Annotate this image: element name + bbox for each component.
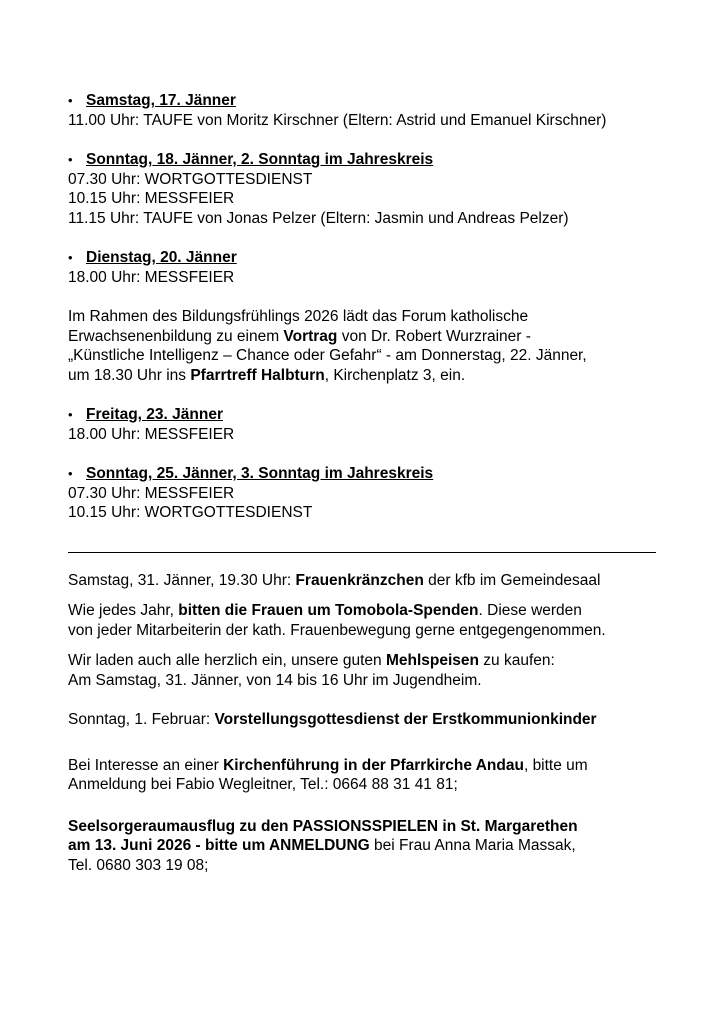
bullet-icon: • (68, 407, 73, 422)
schedule-line: 07.30 Uhr: MESSFEIER (68, 484, 235, 502)
bullet-icon: • (68, 152, 73, 167)
schedule-line: 11.15 Uhr: TAUFE von Jonas Pelzer (Eltern: Jasmin und Andreas Pelzer) (68, 209, 569, 227)
schedule-line: 10.15 Uhr: MESSFEIER (68, 190, 235, 207)
schedule-line: 10.15 Uhr: WORTGOTTESDIENST (68, 504, 313, 521)
schedule-item (68, 248, 668, 287)
kirchenfuehrung-announcement: Bei Interesse an einer Kirchenführung in der Pfarrkirche Andau, bitte um Anmeldung bei Fabio Wegleitner, Tel.: 0664 88 31 41 81; (68, 756, 588, 793)
schedule-item (68, 405, 668, 444)
schedule-line: 11.00 Uhr: TAUFE von Moritz Kirschner (Eltern: Astrid und Emanuel Kirschner) (68, 111, 607, 129)
forum-announcement (68, 307, 668, 385)
forum-line-1: Im Rahmen des Bildungsfrühlings 2026 lädt das Forum katholische (68, 308, 529, 325)
schedule-line: 07.30 Uhr: WORTGOTTESDIENST (68, 170, 313, 188)
kraenzchen-announcement: Samstag, 31. Jänner, 19.30 Uhr: Frauenkränzchen der kfb im Gemeindesaal (68, 571, 601, 589)
bulletin-page (68, 91, 668, 895)
mehlspeisen-announcement: Wir laden auch alle herzlich ein, unsere guten Mehlspeisen zu kaufen: Am Samstag, 31. Jänner, von 14 bis 16 Uhr im Jugendheim. (68, 652, 555, 689)
schedule-line: 18.00 Uhr: MESSFEIER (68, 268, 235, 286)
section-divider (68, 552, 656, 553)
schedule-heading: Freitag, 23. Jänner (86, 406, 223, 423)
bullet-icon: • (68, 250, 73, 265)
ausflug-announcement: Seelsorgeraumausflug zu den PASSIONSSPIELEN in St. Margarethen am 13. Juni 2026 - bitte um ANMELDUNG bei Frau Anna Maria Massak, Tel. 0680 303 19 08; (68, 817, 578, 874)
schedule-line: 18.00 Uhr: MESSFEIER (68, 425, 235, 443)
forum-line-3: „Künstliche Intelligenz – Chance oder Gefahr“ - am Donnerstag, 22. Jänner, (68, 347, 587, 364)
schedule-heading: Samstag, 17. Jänner (86, 92, 236, 109)
schedule-item (68, 464, 668, 523)
schedule-heading: Dienstag, 20. Jänner (86, 249, 237, 266)
schedule-heading: Sonntag, 25. Jänner, 3. Sonntag im Jahreskreis (86, 465, 434, 482)
tombola-announcement: Wie jedes Jahr, bitten die Frauen um Tomobola-Spenden. Diese werden von jeder Mitarbeiterin der kath. Frauenbewegung gerne entgegengenommen. (68, 602, 606, 639)
bullet-icon: • (68, 93, 73, 108)
schedule-heading: Sonntag, 18. Jänner, 2. Sonntag im Jahreskreis (86, 151, 434, 168)
forum-line-4: um 18.30 Uhr ins Pfarrtreff Halbturn, Kirchenplatz 3, ein. (68, 366, 466, 384)
forum-line-2: Erwachsenenbildung zu einem Vortrag von Dr. Robert Wurzrainer - (68, 327, 531, 345)
schedule-item (68, 91, 668, 130)
schedule-item (68, 150, 668, 228)
bullet-icon: • (68, 466, 73, 481)
vorstellung-announcement: Sonntag, 1. Februar: Vorstellungsgottesdienst der Erstkommunionkinder (68, 711, 597, 728)
